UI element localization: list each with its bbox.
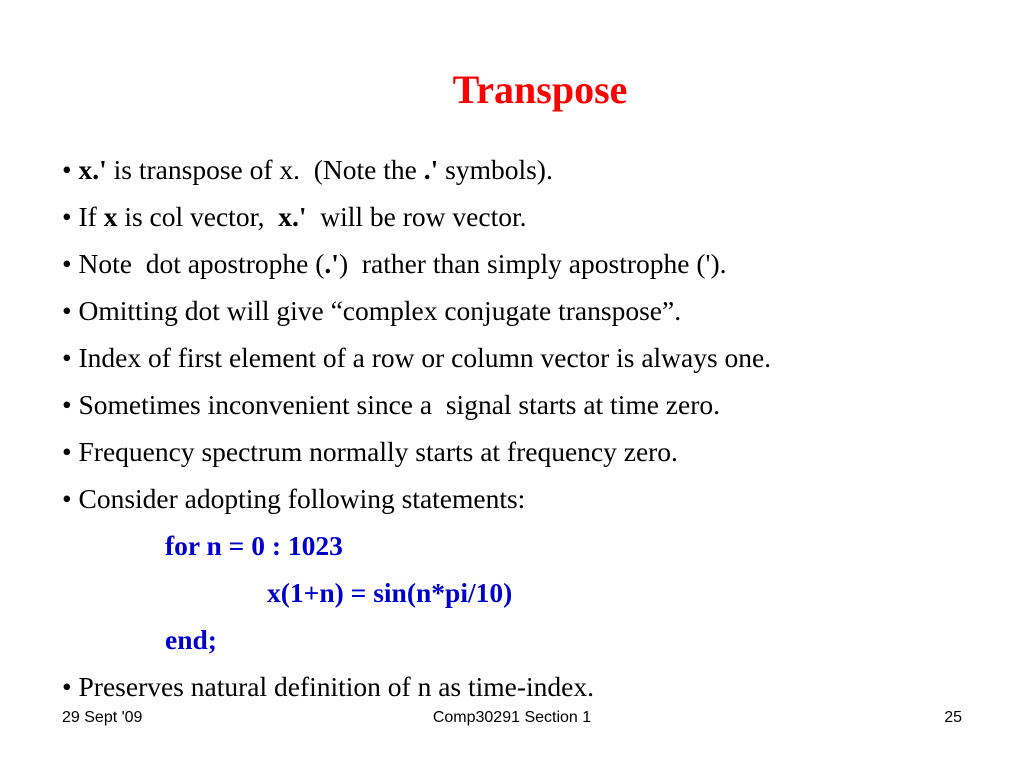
bullet-consider: • Consider adopting following statements: (62, 483, 526, 514)
bullet-list (62, 146, 1012, 710)
bold-term: x (103, 201, 118, 232)
bold-term: .' (324, 248, 339, 279)
footer-course: Comp30291 Section 1 (432, 709, 592, 726)
code-for-loop: for n = 0 : 1023 (165, 530, 343, 561)
bullet-dot-apostrophe (62, 240, 1012, 287)
bullet-index-one: • Index of first element of a row or column vector is always one. (62, 342, 772, 373)
bullet-preserves: • Preserves natural definition of n as time-index. (62, 671, 594, 702)
bullet-text: is transpose of x. (Note the (106, 154, 424, 185)
footer-page-number: 25 (944, 709, 962, 726)
code-assignment: x(1+n) = sin(n*pi/10) (267, 577, 513, 608)
bold-term: x.' (78, 154, 107, 185)
bullet-text: will be row vector. (306, 201, 527, 232)
bullet-frequency: • Frequency spectrum normally starts at frequency zero. (62, 436, 678, 467)
bullet-text: ) rather than simply apostrophe ('). (338, 248, 727, 279)
bullet-text: is col vector, (117, 201, 279, 232)
bold-term: x.' (278, 201, 307, 232)
bullet-transpose (62, 146, 1012, 193)
bullet-omitting-dot: • Omitting dot will give “complex conjugate transpose”. (62, 295, 682, 326)
footer-date: 29 Sept '09 (62, 709, 143, 726)
slide-title: Transpose (452, 67, 628, 112)
bullet-col-vector (62, 193, 1012, 240)
bullet-text: • (62, 154, 79, 185)
code-end: end; (165, 624, 217, 655)
bold-term: .' (423, 154, 439, 185)
bullet-text: symbols). (438, 154, 553, 185)
bullet-text: • Note dot apostrophe ( (62, 248, 325, 279)
bullet-time-zero: • Sometimes inconvenient since a signal starts at time zero. (62, 389, 720, 420)
bullet-text: • If (62, 201, 104, 232)
